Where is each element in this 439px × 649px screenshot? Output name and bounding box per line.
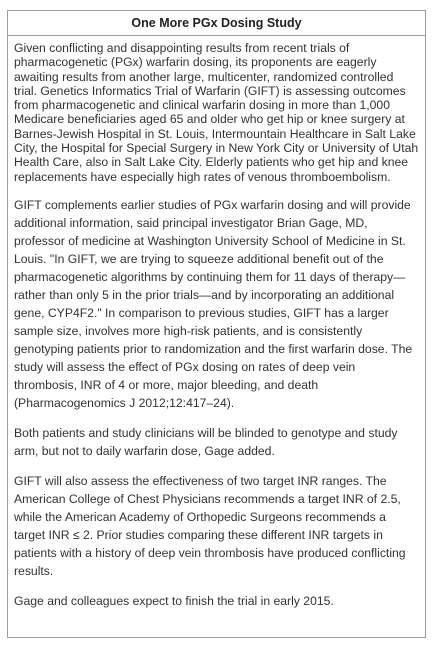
paragraph-gift-complements: GIFT complements earlier studies of PGx warfarin dosing and will provide additional information, said principal investigator Brian Gage, MD, professor of medicine at Washington University School of Medicine in St. Louis. "In GIFT, we are trying to squeeze additional benefit out of the pharmacogenetic algorithms by continuing them for 11 days of therapy—rather than only 5 in the prior trials—and by incorporating an additional gene, CYP4F2." In comparison to previous studies, GIFT has a larger sample size, involves more high-risk patients, and is consistently genotyping patients prior to randomization and the first warfarin dose. The study will assess the effect of PGx dosing on rates of deep vein thrombosis, INR of 4 or more, major bleeding, and death (Pharmacogenomics J 2012;12:417–24). (14, 197, 413, 410)
paragraph-blinding: Both patients and study clinicians will be blinded to genotype and study arm, but not to daily warfarin dose, Gage added. (14, 425, 398, 458)
paragraph-inr-targets: GIFT will also assess the effectiveness of two target INR ranges. The American College of Chest Physicians recommends a target INR of 2.5, while the American Academy of Orthopedic Surgeons recommends a target INR ≤ 2. Prior studies comparing these different INR targets in patients with a history of deep vein thrombosis have produced conflicting results. (14, 473, 406, 578)
sidebar-box (7, 10, 426, 638)
paragraph-completion: Gage and colleagues expect to finish the trial in early 2015. (14, 593, 334, 608)
box-content (8, 36, 425, 610)
box-title: One More PGx Dosing Study (8, 11, 425, 36)
paragraph-intro: Given conflicting and disappointing results from recent trials of pharmacogenetic (PGx) warfarin dosing, its proponents are eagerly awaiting results from another large, multicenter, randomized controlled trial. Genetics Informatics Trial of Warfarin (GIFT) is assessing outcomes from pharmacogenetic and clinical warfarin dosing in more than 1,000 Medicare beneficiaries aged 65 and older who get hip or knee surgery at Barnes-Jewish Hospital in St. Louis, Intermountain Healthcare in Salt Lake City, the Hospital for Special Surgery in New York City or University of Utah Health Care, also in Salt Lake City. Elderly patients who get hip and knee replacements have especially high rates of venous thromboembolism. (14, 41, 419, 184)
